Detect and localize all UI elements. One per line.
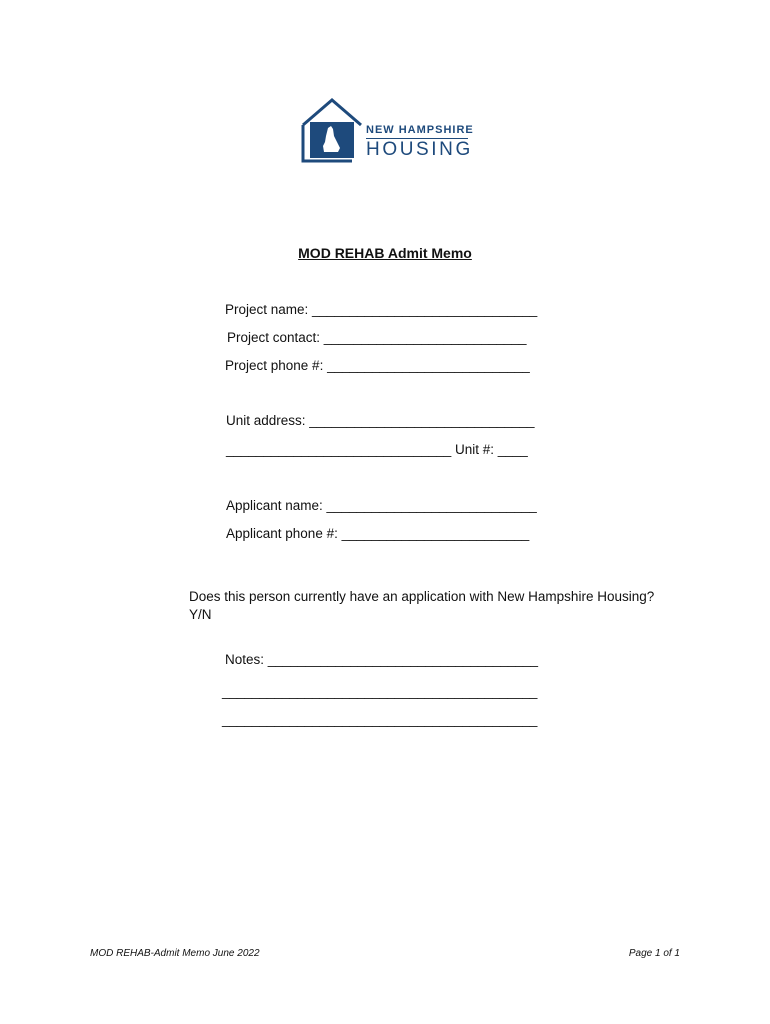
logo-line-housing: HOUSING [366, 139, 473, 160]
unit-address-field[interactable]: Unit address: ______________________________ [226, 413, 535, 428]
unit-number-field[interactable]: ______________________________ Unit #: ____ [226, 442, 528, 457]
project-name-field[interactable]: Project name: ______________________________ [225, 302, 538, 317]
project-contact-field[interactable]: Project contact: ___________________________ [227, 330, 527, 345]
applicant-name-field[interactable]: Applicant name: ____________________________ [226, 498, 537, 513]
footer-document-id: MOD REHAB-Admit Memo June 2022 [90, 948, 260, 959]
notes-line-3[interactable]: __________________________________________ [222, 712, 538, 727]
nh-housing-logo [300, 98, 476, 164]
notes-field[interactable]: Notes: ____________________________________ [225, 652, 539, 667]
project-phone-field[interactable]: Project phone #: ___________________________ [225, 358, 530, 373]
logo-line-new-hampshire: NEW HAMPSHIRE [366, 124, 474, 136]
yes-no-answer[interactable]: Y/N [189, 607, 212, 622]
page-title: MOD REHAB Admit Memo [298, 245, 472, 261]
logo-wordmark [366, 124, 474, 160]
footer-page-number: Page 1 of 1 [628, 948, 680, 959]
nh-state-house-icon [300, 98, 364, 164]
notes-line-2[interactable]: __________________________________________ [222, 684, 538, 699]
application-question: Does this person currently have an application with New Hampshire Housing? [189, 589, 655, 604]
applicant-phone-field[interactable]: Applicant phone #: _________________________ [226, 526, 530, 541]
